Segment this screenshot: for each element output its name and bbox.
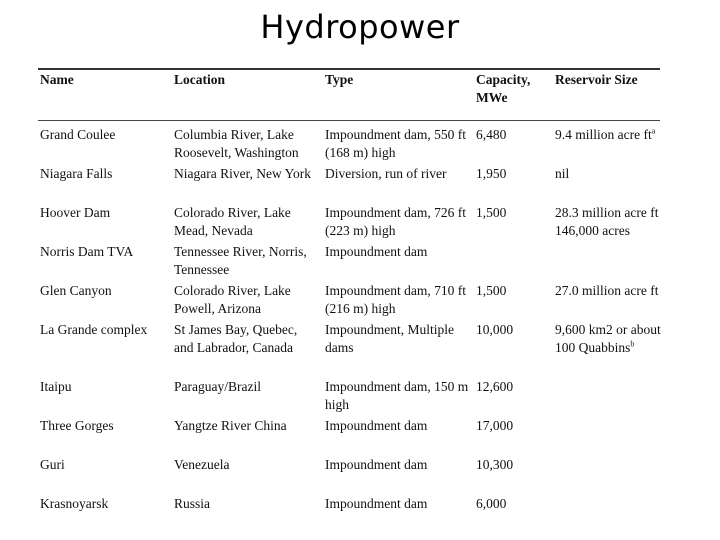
cell-type: Impoundment dam, 150 m high [325,379,469,412]
cell-type: Impoundment dam [325,244,428,259]
cell-capacity: 10,000 [476,322,514,337]
cell-capacity: 6,480 [476,127,507,142]
cell-capacity: 10,300 [476,457,514,472]
footnote-marker: b [630,339,635,349]
cell-reservoir: nil [555,166,570,181]
cell-location: Venezuela [174,457,230,472]
cell-reservoir: 9.4 million acre $ft^a$ [555,126,656,142]
cell-location: Russia [174,496,211,511]
footnote-marker: a [651,126,656,136]
col-header-capacity: Capacity, MWe [476,72,531,105]
cell-name: Niagara Falls [40,166,113,181]
col-header-type: Type [325,72,354,87]
cell-type: Impoundment, Multiple dams [325,322,454,355]
cell-name: Norris Dam TVA [40,244,134,259]
page-title: Hydropower [260,8,460,46]
cell-reservoir: 9,600 km2 or about 100 Quabbins$^b$ [555,322,661,355]
col-header-name: Name [40,72,74,87]
cell-reservoir: 27.0 million acre ft [555,283,659,298]
cell-location: Colorado River, Lake Mead, Nevada [174,205,291,238]
cell-capacity: 12,600 [476,379,514,394]
cell-name: La Grande complex [40,322,148,337]
cell-capacity: 17,000 [476,418,514,433]
cell-type: Impoundment dam [325,457,428,472]
cell-type: Impoundment dam [325,496,428,511]
cell-location: Colorado River, Lake Powell, Arizona [174,283,291,316]
col-header-location: Location [174,72,226,87]
cell-location: Niagara River, New York [174,166,312,181]
cell-name: Hoover Dam [40,205,111,220]
cell-capacity: 6,000 [476,496,507,511]
cell-name: Guri [40,457,65,472]
cell-name: Glen Canyon [40,283,112,298]
cell-type: Impoundment dam, 710 ft (216 m) high [325,283,466,316]
cell-name: Itaipu [40,379,72,394]
cell-capacity: 1,500 [476,283,507,298]
cell-capacity: 1,500 [476,205,507,220]
cell-capacity: 1,950 [476,166,507,181]
cell-type: Impoundment dam [325,418,428,433]
cell-location: Columbia River, Lake Roosevelt, Washington [174,127,299,160]
cell-name: Grand Coulee [40,127,116,142]
cell-reservoir: 28.3 million acre ft 146,000 acres [555,205,659,238]
cell-name: Krasnoyarsk [40,496,109,511]
cell-name: Three Gorges [40,418,114,433]
header-top-rule [38,68,660,70]
cell-location: Tennessee River, Norris, Tennessee [174,244,307,277]
cell-type: Impoundment dam, 550 ft (168 m) high [325,127,466,160]
cell-location: Yangtze River China [174,418,287,433]
cell-type: Impoundment dam, 726 ft (223 m) high [325,205,466,238]
cell-location: St James Bay, Quebec, and Labrador, Canada [174,322,298,355]
cell-location: Paraguay/Brazil [174,379,261,394]
col-header-reservoir: Reservoir Size [555,72,638,87]
header-bottom-rule [38,120,660,121]
cell-type: Diversion, run of river [325,166,447,181]
